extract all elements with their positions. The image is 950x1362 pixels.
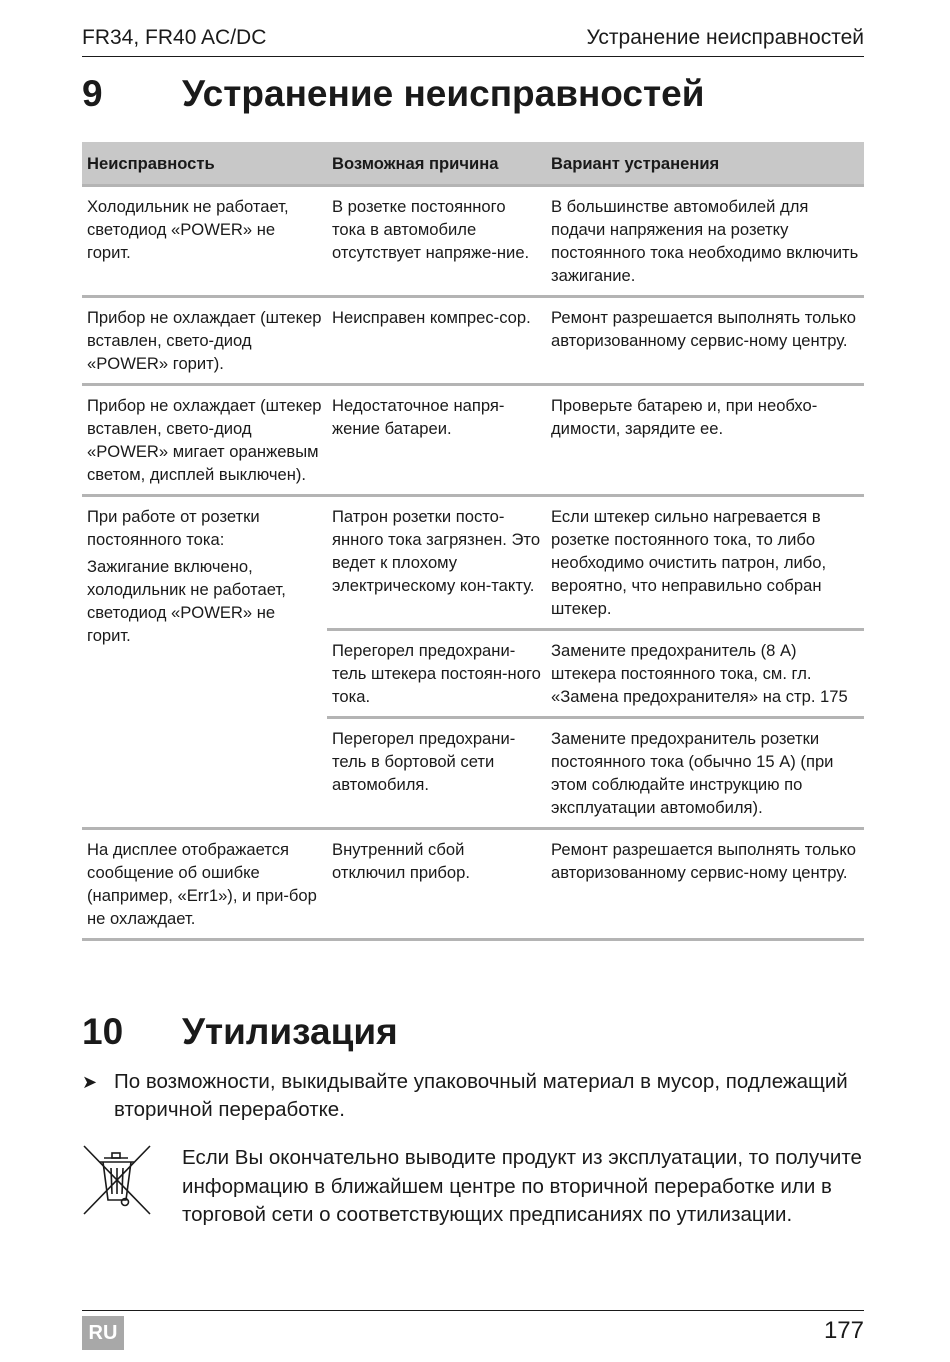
crossed-out-wheelie-bin-icon	[82, 1144, 182, 1230]
remedy-cell: Если штекер сильно нагревается в розетке постоянного тока, то либо необходимо очистить патрон, либо, вероятно, что неправильно собран штекер.	[546, 496, 864, 630]
troubleshooting-table	[82, 142, 864, 941]
disposal-instruction	[82, 1068, 864, 1124]
arrow-bullet-icon: ➤	[82, 1072, 98, 1092]
language-badge: RU	[82, 1316, 124, 1350]
table-row	[82, 829, 864, 940]
cause-cell: Патрон розетки посто-янного тока загрязнен. Это ведет к плохому электрическому кон-такту.	[327, 496, 546, 630]
column-header-fault: Неисправность	[82, 142, 327, 186]
remedy-cell: Замените предохранитель розетки постоянного тока (обычно 15 А) (при этом соблюдайте инструкцию по эксплуатации автомобиля).	[546, 718, 864, 829]
section-10-number: 10	[82, 1011, 124, 1052]
cause-cell: В розетке постоянного тока в автомобиле отсутствует напряже-ние.	[327, 186, 546, 297]
section-9-title: Устранение неисправностей	[182, 73, 705, 114]
section-10-heading	[82, 1010, 398, 1054]
cause-cell: Недостаточное напря-жение батареи.	[327, 385, 546, 496]
page-header	[82, 24, 864, 57]
fault-cell	[82, 496, 327, 829]
fault-cell: Прибор не охлаждает (штекер вставлен, свето-диод «POWER» горит).	[82, 297, 327, 385]
table-header-row	[82, 142, 864, 186]
page-number: 177	[823, 1317, 864, 1344]
table-row	[82, 186, 864, 297]
table-row	[82, 385, 864, 496]
weee-notice-text: Если Вы окончательно выводите продукт из эксплуатации, то получите информацию в ближайшем центре по вторичной переработке или в торговой сети о соответствующих предписаниях по утилизации.	[182, 1146, 862, 1226]
fault-cell: Прибор не охлаждает (штекер вставлен, свето-диод «POWER» мигает оранжевым светом, дисплей выключен).	[82, 385, 327, 496]
section-9-number: 9	[82, 73, 103, 114]
cause-cell: Перегорел предохрани-тель штекера постоян-ного тока.	[327, 630, 546, 718]
table-row	[82, 496, 864, 630]
remedy-cell: Замените предохранитель (8 А) штекера постоянного тока, см. гл. «Замена предохранителя» на стр. 175	[546, 630, 864, 718]
cause-cell: Неисправен компрес-сор.	[327, 297, 546, 385]
header-model: FR34, FR40 AC/DC	[82, 26, 267, 49]
cause-cell: Перегорел предохрани-тель в бортовой сети автомобиля.	[327, 718, 546, 829]
remedy-cell: В большинстве автомобилей для подачи напряжения на розетку постоянного тока необходимо включить зажигание.	[546, 186, 864, 297]
fault-cell-line: Зажигание включено, холодильник не работает, светодиод «POWER» не горит.	[87, 557, 286, 645]
cause-cell: Внутренний сбой отключил прибор.	[327, 829, 546, 940]
section-9-heading	[82, 72, 704, 116]
disposal-instruction-text: По возможности, выкидывайте упаковочный материал в мусор, подлежащий вторичной переработке.	[114, 1070, 848, 1121]
weee-notice	[82, 1144, 864, 1230]
remedy-cell: Ремонт разрешается выполнять только авторизованному сервис-ному центру.	[546, 829, 864, 940]
column-header-cause: Возможная причина	[327, 142, 546, 186]
column-header-remedy: Вариант устранения	[546, 142, 864, 186]
fault-cell-line: При работе от розетки постоянного тока:	[87, 507, 260, 549]
fault-cell: Холодильник не работает, светодиод «POWER» не горит.	[82, 186, 327, 297]
remedy-cell: Ремонт разрешается выполнять только авторизованному сервис-ному центру.	[546, 297, 864, 385]
section-10-title: Утилизация	[182, 1011, 398, 1052]
page-footer	[82, 1310, 864, 1353]
table-row	[82, 297, 864, 385]
header-section: Устранение неисправностей	[586, 26, 864, 49]
fault-cell: На дисплее отображается сообщение об ошибке (например, «Err1»), и при-бор не охлаждает.	[82, 829, 327, 940]
remedy-cell: Проверьте батарею и, при необхо-димости, зарядите ее.	[546, 385, 864, 496]
